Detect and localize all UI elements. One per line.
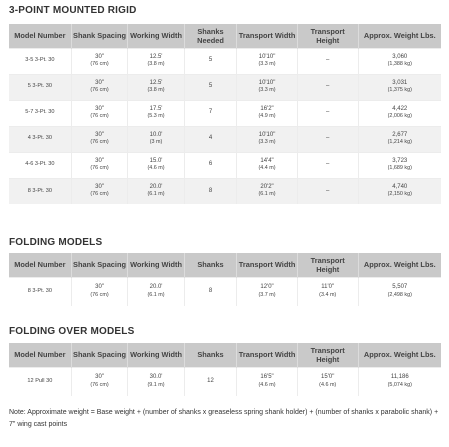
cell-metric-value: (4.6 m) (147, 165, 165, 171)
column-header: Shanks (184, 343, 236, 367)
cell-value: 4-6 3-Pt. 30 (25, 161, 55, 168)
cell-value: 4,422 (392, 105, 408, 112)
cell-value: 10'10" (258, 79, 276, 86)
table-cell (71, 367, 128, 396)
table-cell (9, 100, 71, 126)
table-cell (358, 178, 441, 204)
cell-value: 8 3-Pt. 30 (27, 187, 52, 194)
cell-value: – (326, 135, 330, 142)
cell-value: 11,186 (390, 374, 409, 381)
cell-value: 30" (95, 183, 104, 190)
cell-metric-value: (3.8 m) (147, 61, 165, 67)
weight-note: Note: Approximate weight = Base weight + (number of shanks x greaseless spring shank holder) + (number of shanks x parabolic shank) + 7" wing cast points (9, 409, 439, 428)
cell-value: 30" (95, 157, 104, 164)
table-cell (358, 367, 441, 396)
cell-value: 3-5 3-Pt. 30 (25, 57, 55, 64)
table-cell (9, 178, 71, 204)
table-cell (184, 126, 236, 152)
cell-value: 5,507 (392, 284, 408, 291)
cell-metric-value: (76 cm) (90, 139, 109, 145)
table-cell (297, 367, 358, 396)
table-cell (237, 152, 298, 178)
cell-value: – (326, 83, 330, 90)
table-row (9, 152, 441, 178)
cell-value: 30" (95, 284, 104, 291)
table-cell (9, 277, 71, 306)
column-header: Model Number (9, 343, 71, 367)
table-cell (184, 367, 236, 396)
cell-value: 12'0" (260, 284, 274, 291)
table-cell (9, 126, 71, 152)
table-cell (71, 48, 128, 74)
table-cell (237, 367, 298, 396)
cell-value: 7 (208, 109, 213, 116)
table-cell (358, 48, 441, 74)
table-cell (184, 277, 236, 306)
table-cell (297, 178, 358, 204)
table-header-row (9, 24, 441, 48)
cell-metric-value: (3.4 m) (319, 291, 337, 298)
cell-value: 2,677 (392, 131, 408, 138)
table-cell (237, 74, 298, 100)
table-rigid (9, 24, 441, 204)
cell-metric-value: (6.1 m) (147, 291, 165, 298)
cell-value: 12 (207, 378, 214, 384)
table-row (9, 277, 441, 306)
cell-metric-value: (1,214 kg) (387, 139, 412, 145)
column-header: Model Number (9, 24, 71, 48)
cell-value: 20'2" (260, 183, 274, 190)
table-cell (237, 48, 298, 74)
column-header: Transport Height (297, 253, 358, 277)
table-cell (9, 48, 71, 74)
table-cell (71, 152, 128, 178)
cell-value: – (326, 109, 330, 116)
cell-value: 16'5" (260, 374, 274, 381)
cell-value: 3,031 (392, 79, 408, 86)
section-title-rigid: 3-POINT MOUNTED RIGID (9, 5, 137, 16)
cell-value: 12.5' (149, 79, 163, 86)
table-cell (184, 152, 236, 178)
table-cell (237, 277, 298, 306)
cell-metric-value: (9.1 m) (147, 381, 165, 388)
cell-metric-value: (1,689 kg) (387, 165, 412, 171)
cell-value: 4,740 (392, 183, 408, 190)
cell-value: 4 3-Pt. 30 (27, 135, 52, 142)
column-header: Shank Spacing (71, 253, 128, 277)
cell-metric-value: (2,498 kg) (387, 291, 412, 298)
table-cell (184, 74, 236, 100)
cell-value: 4 (208, 135, 213, 142)
cell-value: 3,723 (392, 157, 408, 164)
cell-value: 12.5' (149, 53, 163, 60)
cell-value: 30" (95, 131, 104, 138)
column-header: Approx. Weight Lbs. (358, 343, 441, 367)
column-header: Transport Width (237, 253, 298, 277)
cell-metric-value: (76 cm) (90, 381, 109, 388)
cell-metric-value: (76 cm) (90, 191, 109, 198)
table-cell (184, 100, 236, 126)
cell-metric-value: (2,150 kg) (387, 191, 412, 198)
cell-value: – (326, 187, 330, 194)
table-cell (297, 126, 358, 152)
table-cell (358, 74, 441, 100)
column-header: Transport Width (237, 24, 298, 48)
table-row (9, 126, 441, 152)
cell-value: 30" (95, 105, 104, 112)
table-cell (358, 100, 441, 126)
cell-value: 8 (208, 187, 213, 194)
table-folding (9, 253, 441, 306)
cell-metric-value: (6.1 m) (147, 191, 165, 198)
table-row (9, 178, 441, 204)
column-header: Transport Width (237, 343, 298, 367)
table-folding-over (9, 343, 441, 396)
column-header: Approx. Weight Lbs. (358, 253, 441, 277)
table-cell (128, 100, 185, 126)
column-header: Shank Spacing (71, 24, 128, 48)
cell-metric-value: (5,074 kg) (387, 381, 412, 388)
column-header: Working Width (128, 24, 185, 48)
cell-metric-value: (4.9 m) (258, 113, 276, 119)
column-header: Working Width (128, 343, 185, 367)
table-cell (237, 178, 298, 204)
cell-value: 8 (208, 288, 213, 294)
cell-value: 10'10" (258, 53, 276, 60)
column-header: Model Number (9, 253, 71, 277)
cell-value: 5 3-Pt. 30 (27, 83, 52, 90)
table-cell (184, 178, 236, 204)
cell-value: – (326, 57, 330, 64)
cell-value: 5-7 3-Pt. 30 (25, 109, 55, 116)
column-header: Shanks Needed (184, 24, 236, 48)
table-cell (237, 100, 298, 126)
cell-value: 11'0" (321, 284, 335, 291)
table-row (9, 367, 441, 396)
cell-value: 14'4" (260, 157, 274, 164)
table-cell (128, 126, 185, 152)
cell-metric-value: (3.3 m) (258, 61, 276, 67)
cell-value: 17.5' (149, 105, 163, 112)
cell-metric-value: (76 cm) (90, 113, 109, 119)
cell-metric-value: (3.7 m) (258, 291, 276, 298)
cell-metric-value: (4.4 m) (258, 165, 276, 171)
cell-metric-value: (76 cm) (90, 61, 109, 67)
cell-metric-value: (3 m) (149, 139, 163, 145)
table-cell (71, 100, 128, 126)
column-header: Transport Height (297, 24, 358, 48)
table-cell (237, 126, 298, 152)
cell-metric-value: (6.1 m) (258, 191, 276, 198)
column-header: Working Width (128, 253, 185, 277)
table-header-row (9, 343, 441, 367)
cell-metric-value: (4.6 m) (319, 381, 337, 388)
cell-metric-value: (76 cm) (90, 291, 109, 298)
cell-metric-value: (3.8 m) (147, 87, 165, 93)
cell-value: – (326, 161, 330, 168)
table-cell (71, 74, 128, 100)
cell-value: 3,060 (392, 53, 408, 60)
table-cell (71, 277, 128, 306)
cell-metric-value: (1,375 kg) (387, 87, 412, 93)
cell-value: 5 (208, 57, 213, 64)
cell-value: 16'2" (260, 105, 274, 112)
table-cell (71, 126, 128, 152)
cell-value: 10'10" (258, 131, 276, 138)
table-cell (9, 74, 71, 100)
cell-value: 30" (95, 374, 104, 381)
cell-metric-value: (5.3 m) (147, 113, 165, 119)
cell-value: 30" (95, 79, 104, 86)
cell-value: 30.0' (149, 374, 163, 381)
table-cell (184, 48, 236, 74)
table-cell (358, 277, 441, 306)
table-cell (128, 74, 185, 100)
column-header: Transport Height (297, 343, 358, 367)
table-cell (297, 100, 358, 126)
table-cell (358, 152, 441, 178)
cell-value: 30" (95, 53, 104, 60)
table-cell (128, 48, 185, 74)
cell-value: 20.0' (149, 284, 163, 291)
table-row (9, 48, 441, 74)
cell-value: 8 3-Pt. 30 (27, 288, 52, 294)
table-header-row (9, 253, 441, 277)
cell-metric-value: (76 cm) (90, 87, 109, 93)
table-cell (71, 178, 128, 204)
cell-metric-value: (4.6 m) (258, 381, 276, 388)
column-header: Approx. Weight Lbs. (358, 24, 441, 48)
cell-value: 5 (208, 83, 213, 90)
table-cell (297, 48, 358, 74)
table-cell (128, 277, 185, 306)
cell-metric-value: (76 cm) (90, 165, 109, 171)
cell-metric-value: (1,388 kg) (387, 61, 412, 67)
section-title-folding: FOLDING MODELS (9, 237, 103, 248)
section-title-folding-over: FOLDING OVER MODELS (9, 326, 135, 337)
cell-metric-value: (2,006 kg) (387, 113, 412, 119)
cell-value: 12 Pull 30 (27, 378, 53, 384)
table-cell (297, 277, 358, 306)
table-cell (128, 178, 185, 204)
table-cell (128, 152, 185, 178)
table-cell (128, 367, 185, 396)
column-header: Shank Spacing (71, 343, 128, 367)
table-cell (297, 152, 358, 178)
table-row (9, 74, 441, 100)
cell-value: 6 (208, 161, 213, 168)
table-cell (9, 367, 71, 396)
cell-value: 10.0' (149, 131, 163, 138)
cell-value: 15'0" (321, 374, 335, 381)
table-row (9, 100, 441, 126)
table-cell (297, 74, 358, 100)
table-cell (358, 126, 441, 152)
column-header: Shanks (184, 253, 236, 277)
cell-metric-value: (3.3 m) (258, 139, 276, 145)
cell-value: 15.0' (149, 157, 163, 164)
table-cell (9, 152, 71, 178)
cell-value: 20.0' (149, 183, 163, 190)
cell-metric-value: (3.3 m) (258, 87, 276, 93)
